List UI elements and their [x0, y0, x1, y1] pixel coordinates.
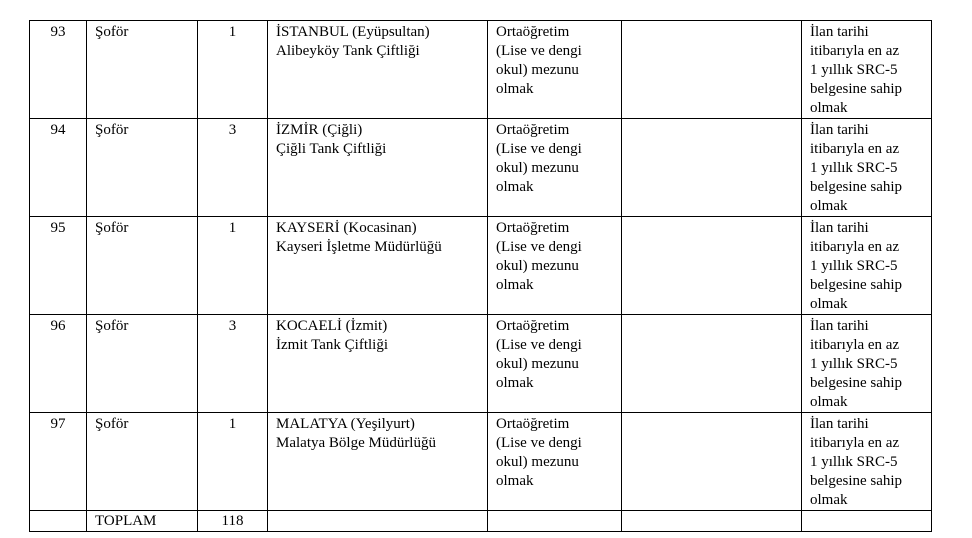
other-requirement: İlan tarihi itibarıyla en az 1 yıllık SRC-5 belgesine sahip olmak [802, 315, 932, 413]
total-row [30, 511, 932, 532]
education-requirement: Ortaöğretim (Lise ve dengi okul) mezunu olmak [488, 119, 622, 217]
position-location: KOCAELİ (İzmit) İzmit Tank Çiftliği [268, 315, 488, 413]
table-row [30, 217, 932, 315]
extra-requirement [622, 315, 802, 413]
extra-requirement [622, 119, 802, 217]
total-empty-cell [488, 511, 622, 532]
extra-requirement [622, 21, 802, 119]
education-requirement: Ortaöğretim (Lise ve dengi okul) mezunu olmak [488, 413, 622, 511]
education-requirement: Ortaöğretim (Lise ve dengi okul) mezunu olmak [488, 217, 622, 315]
position-title: Şoför [87, 119, 198, 217]
position-title: Şoför [87, 413, 198, 511]
position-title: Şoför [87, 217, 198, 315]
table-row [30, 315, 932, 413]
position-count: 1 [198, 413, 268, 511]
row-number: 95 [30, 217, 87, 315]
table-row [30, 21, 932, 119]
position-location: KAYSERİ (Kocasinan) Kayseri İşletme Müdürlüğü [268, 217, 488, 315]
position-count: 3 [198, 315, 268, 413]
row-number: 94 [30, 119, 87, 217]
row-number: 93 [30, 21, 87, 119]
other-requirement: İlan tarihi itibarıyla en az 1 yıllık SRC-5 belgesine sahip olmak [802, 217, 932, 315]
total-empty-cell [268, 511, 488, 532]
position-title: Şoför [87, 21, 198, 119]
position-title: Şoför [87, 315, 198, 413]
other-requirement: İlan tarihi itibarıyla en az 1 yıllık SRC-5 belgesine sahip olmak [802, 119, 932, 217]
staff-position-table [29, 20, 932, 532]
extra-requirement [622, 217, 802, 315]
education-requirement: Ortaöğretim (Lise ve dengi okul) mezunu olmak [488, 315, 622, 413]
extra-requirement [622, 413, 802, 511]
table-row [30, 413, 932, 511]
other-requirement: İlan tarihi itibarıyla en az 1 yıllık SRC-5 belgesine sahip olmak [802, 21, 932, 119]
position-count: 1 [198, 21, 268, 119]
total-empty-cell [30, 511, 87, 532]
position-location: İSTANBUL (Eyüpsultan) Alibeyköy Tank Çiftliği [268, 21, 488, 119]
table-row [30, 119, 932, 217]
education-requirement: Ortaöğretim (Lise ve dengi okul) mezunu olmak [488, 21, 622, 119]
position-location: MALATYA (Yeşilyurt) Malatya Bölge Müdürlüğü [268, 413, 488, 511]
other-requirement: İlan tarihi itibarıyla en az 1 yıllık SRC-5 belgesine sahip olmak [802, 413, 932, 511]
total-label: TOPLAM [87, 511, 198, 532]
total-empty-cell [802, 511, 932, 532]
position-count: 1 [198, 217, 268, 315]
total-count: 118 [198, 511, 268, 532]
row-number: 97 [30, 413, 87, 511]
position-location: İZMİR (Çiğli) Çiğli Tank Çiftliği [268, 119, 488, 217]
position-count: 3 [198, 119, 268, 217]
total-empty-cell [622, 511, 802, 532]
row-number: 96 [30, 315, 87, 413]
